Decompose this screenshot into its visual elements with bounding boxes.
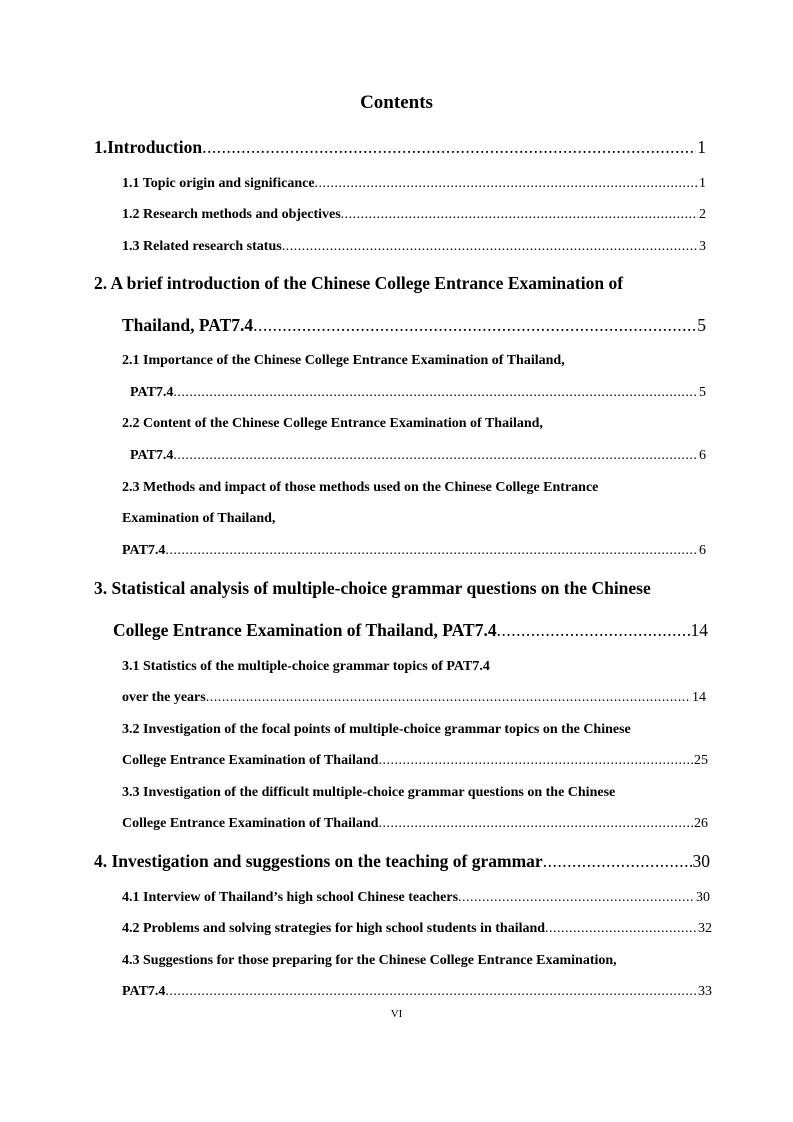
toc-entry[interactable] xyxy=(122,239,706,255)
toc-entry-text: College Entrance Examination of Thailand, PAT7.4 xyxy=(113,620,497,640)
toc-page-number: 1 xyxy=(697,137,706,157)
toc-entry-text: 4.3 Suggestions for those preparing for the Chinese College Entrance Examination, xyxy=(122,953,617,968)
toc-page-number: 30 xyxy=(696,890,710,905)
toc-page-number: 1 xyxy=(699,176,706,191)
toc-entry-text: 4. Investigation and suggestions on the teaching of grammar xyxy=(94,851,543,871)
toc-entry[interactable] xyxy=(94,137,706,158)
toc-page-number: 6 xyxy=(699,448,706,463)
toc-entry-text: PAT7.4 xyxy=(130,448,174,463)
toc-leader xyxy=(378,753,693,769)
toc-entry[interactable] xyxy=(122,953,722,969)
toc-entry-text: College Entrance Examination of Thailand xyxy=(122,816,379,831)
toc-page-number: 32 xyxy=(698,921,712,936)
toc-entry-text: College Entrance Examination of Thailand xyxy=(122,753,379,768)
toc-leader xyxy=(173,385,698,401)
toc-page-number: 26 xyxy=(694,816,708,831)
toc-page-number: 30 xyxy=(692,851,710,871)
toc-entry-text: 1.3 Related research status xyxy=(122,239,282,254)
toc-entry[interactable] xyxy=(122,176,706,192)
toc-entry-text: 1.Introduction xyxy=(94,137,203,157)
toc-entry[interactable] xyxy=(122,722,722,738)
toc-entry[interactable] xyxy=(122,890,710,906)
toc-page-number: 14 xyxy=(690,620,708,640)
toc-entry[interactable] xyxy=(94,578,714,599)
toc-entry-text: 1.1 Topic origin and significance xyxy=(122,176,315,191)
toc-entry-text: 2.1 Importance of the Chinese College Entrance Examination of Thailand, xyxy=(122,353,565,368)
toc-entry-text: 2.2 Content of the Chinese College Entrance Examination of Thailand, xyxy=(122,416,543,431)
toc-entry[interactable] xyxy=(122,753,708,769)
toc-entry-text: 3.3 Investigation of the difficult multiple-choice grammar questions on the Chinese xyxy=(122,785,616,800)
page-footer-number: VI xyxy=(390,1008,403,1020)
toc-entry[interactable] xyxy=(122,659,722,675)
toc-entry[interactable] xyxy=(122,353,722,369)
toc-leader xyxy=(165,543,698,559)
toc-page-number: 2 xyxy=(699,207,706,222)
toc-entry-text: 3.2 Investigation of the focal points of multiple-choice grammar topics on the Chinese xyxy=(122,722,631,737)
toc-entry-text: PAT7.4 xyxy=(130,385,174,400)
toc-entry-text: PAT7.4 xyxy=(122,984,166,999)
toc-page-number: 5 xyxy=(699,385,706,400)
toc-leader xyxy=(282,239,698,255)
toc-entry[interactable] xyxy=(122,984,712,1000)
toc-entry-text: 1.2 Research methods and objectives xyxy=(122,207,341,222)
toc-entry[interactable] xyxy=(130,448,706,464)
toc-leader xyxy=(497,620,690,641)
toc-entry-text: 2.3 Methods and impact of those methods used on the Chinese College Entrance xyxy=(122,480,599,495)
toc-entry-text: 2. A brief introduction of the Chinese College Entrance Examination of xyxy=(94,273,624,293)
toc-leader xyxy=(458,890,695,906)
toc-entry-text: 3. Statistical analysis of multiple-choice grammar questions on the Chinese xyxy=(94,578,651,598)
toc-page-number: 6 xyxy=(699,543,706,558)
toc-entry-text: PAT7.4 xyxy=(122,543,166,558)
toc-entry-text: Thailand, PAT7.4 xyxy=(122,315,254,335)
toc-entry[interactable] xyxy=(122,785,722,801)
toc-entry[interactable] xyxy=(122,921,712,937)
toc-entry[interactable] xyxy=(122,480,722,496)
toc-entry[interactable] xyxy=(94,273,714,294)
toc-entry[interactable] xyxy=(122,416,722,432)
toc-entry[interactable] xyxy=(113,620,708,641)
toc-leader xyxy=(543,851,692,872)
toc-entry[interactable] xyxy=(122,543,706,559)
toc-page-number: 3 xyxy=(699,239,706,254)
toc-entry[interactable] xyxy=(122,511,722,527)
toc-leader xyxy=(378,816,693,832)
toc-page-number: 14 xyxy=(692,690,706,705)
toc-entry[interactable] xyxy=(122,315,706,336)
toc-leader xyxy=(253,315,696,336)
toc-leader xyxy=(165,984,697,1000)
toc-entry[interactable] xyxy=(122,690,706,706)
toc-entry[interactable] xyxy=(122,207,706,223)
toc-entry-text: 3.1 Statistics of the multiple-choice grammar topics of PAT7.4 xyxy=(122,659,490,674)
toc-leader xyxy=(202,137,696,158)
toc-leader xyxy=(315,176,698,192)
toc-leader xyxy=(173,448,698,464)
toc-title: Contents xyxy=(360,92,433,113)
toc-entry[interactable] xyxy=(94,851,710,872)
toc-entry-text: Examination of Thailand, xyxy=(122,511,276,526)
toc-page-number: 5 xyxy=(697,315,706,335)
toc-leader xyxy=(206,690,691,706)
toc-entry[interactable] xyxy=(130,385,706,401)
toc-entry-text: 4.2 Problems and solving strategies for high school students in thailand xyxy=(122,921,546,936)
toc-entry-text: over the years xyxy=(122,690,206,705)
toc-entry-text: 4.1 Interview of Thailand’s high school Chinese teachers xyxy=(122,890,459,905)
toc-leader xyxy=(341,207,698,223)
toc-page-number: 33 xyxy=(698,984,712,999)
toc-leader xyxy=(545,921,697,937)
toc-page-number: 25 xyxy=(694,753,708,768)
toc-entry[interactable] xyxy=(122,816,708,832)
